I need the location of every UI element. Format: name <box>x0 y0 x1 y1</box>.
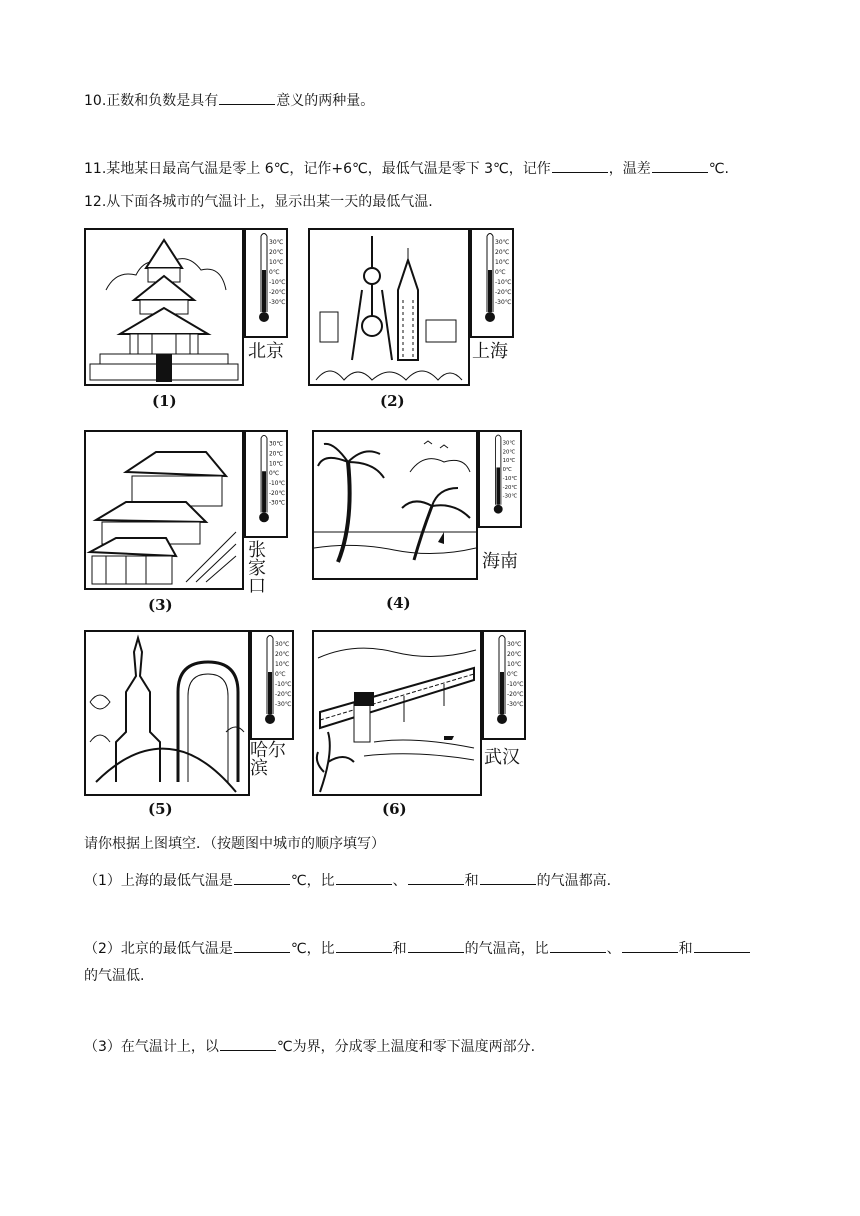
thermometer-tick-label: 10℃ <box>269 259 284 266</box>
city-label: 上海 <box>472 341 508 362</box>
thermometer-tick-label: -20℃ <box>507 691 524 698</box>
thermometer-3 <box>244 430 288 538</box>
thermometer-tick-label: -30℃ <box>275 701 292 708</box>
thermometer-tick-label: -10℃ <box>268 480 286 487</box>
thermometer-tick-label: -10℃ <box>275 681 292 688</box>
thermometer-tick-label: 0℃ <box>268 471 280 478</box>
wuhan-bridge-image <box>312 630 482 796</box>
part2-blank-temperature[interactable] <box>234 938 290 953</box>
thermometer-6 <box>482 630 526 740</box>
panel-caption: (6) <box>382 800 407 818</box>
part2-blank-city-1[interactable] <box>336 938 392 953</box>
city-label: 武汉 <box>484 747 520 768</box>
question-12 <box>84 192 433 212</box>
panel-wuhan <box>312 630 526 820</box>
panel-beijing <box>84 228 290 414</box>
part1-text: 、 <box>392 873 407 889</box>
part-2 <box>84 938 751 959</box>
part1-blank-temperature[interactable] <box>234 870 290 885</box>
q10-blank[interactable] <box>219 90 275 105</box>
part1-text: ℃，比 <box>290 873 335 889</box>
part2-text: 的气温高，比 <box>464 941 549 957</box>
city-label: 海南 <box>482 551 518 572</box>
thermometer-tick-label: 0℃ <box>502 467 513 474</box>
q11-text-2: ，温差 <box>608 161 651 177</box>
thermometer-tick-label: 20℃ <box>502 449 516 456</box>
part1-text: 和 <box>464 873 479 889</box>
panel-zhangjiakou <box>84 430 290 618</box>
thermometer-tick-label: -10℃ <box>502 475 518 482</box>
thermometer-tick-label: -20℃ <box>268 490 286 497</box>
thermometer-tick-label: 30℃ <box>507 641 522 648</box>
thermometer-tick-label: 20℃ <box>495 249 510 256</box>
hainan-palm-trees-image <box>312 430 478 580</box>
part2-text: 的气温低. <box>84 968 145 984</box>
part-2-continued <box>84 966 144 986</box>
thermometer-tick-label: 10℃ <box>507 661 522 668</box>
thermometer-tick-label: 20℃ <box>268 451 284 458</box>
shanghai-skyline-image <box>308 228 470 386</box>
panel-shanghai <box>308 228 516 414</box>
panel-harbin <box>84 630 294 820</box>
thermometer-tick-label: 10℃ <box>268 461 284 468</box>
thermometer-tick-label: -10℃ <box>507 681 524 688</box>
thermometer-5 <box>250 630 294 740</box>
part2-text: 、 <box>606 941 621 957</box>
q11-text-3: ℃. <box>708 161 729 177</box>
thermometer-tick-label: 20℃ <box>269 249 284 256</box>
question-10 <box>84 90 374 111</box>
panel-caption: (2) <box>380 392 405 410</box>
thermometer-tick-label: -30℃ <box>269 299 286 306</box>
thermometer-tick-label: -10℃ <box>495 279 512 286</box>
part-1 <box>84 870 611 891</box>
thermometer-tick-label: -20℃ <box>275 691 292 698</box>
part2-blank-city-3[interactable] <box>550 938 606 953</box>
part3-blank-temperature[interactable] <box>220 1036 276 1051</box>
city-label: 哈尔滨 <box>250 740 286 779</box>
thermometer-tick-label: 10℃ <box>502 458 516 465</box>
thermometer-tick-label: 30℃ <box>502 440 516 447</box>
q10-text-before: 10.正数和负数是具有 <box>84 93 219 109</box>
thermometer-tick-label: -30℃ <box>495 299 512 306</box>
thermometer-4 <box>478 430 522 528</box>
thermometer-2 <box>470 228 514 338</box>
temple-of-heaven-image <box>84 228 244 386</box>
q11-blank-difference[interactable] <box>652 158 708 173</box>
q10-text-after: 意义的两种量。 <box>276 93 375 109</box>
part1-blank-city-1[interactable] <box>336 870 392 885</box>
panel-caption: (5) <box>148 800 173 818</box>
part2-blank-city-4[interactable] <box>622 938 678 953</box>
thermometer-tick-label: -30℃ <box>502 493 518 500</box>
part3-text: ℃为界，分成零上温度和零下温度两部分. <box>276 1039 536 1055</box>
thermometer-tick-label: -20℃ <box>269 289 286 296</box>
question-11 <box>84 158 729 179</box>
part3-text: （3）在气温计上，以 <box>84 1039 219 1055</box>
panel-caption: (3) <box>148 596 173 614</box>
part2-text: 和 <box>678 941 693 957</box>
panel-caption: (1) <box>152 392 177 410</box>
thermometer-tick-label: 0℃ <box>495 269 506 276</box>
thermometer-tick-label: 30℃ <box>269 239 284 246</box>
thermometer-tick-label: 0℃ <box>269 269 280 276</box>
thermometer-tick-label: -20℃ <box>495 289 512 296</box>
thermometer-tick-label: 30℃ <box>495 239 510 246</box>
q11-text-1: 11.某地某日最高气温是零上 6℃，记作+6℃，最低气温是零下 3℃，记作 <box>84 161 551 177</box>
part1-blank-city-3[interactable] <box>480 870 536 885</box>
city-label: 张家口 <box>248 540 266 597</box>
part1-text: 的气温都高. <box>536 873 612 889</box>
thermometer-tick-label: 10℃ <box>495 259 510 266</box>
part2-text: 和 <box>392 941 407 957</box>
thermometer-tick-label: 20℃ <box>275 651 290 658</box>
fill-instruction: 请你根据上图填空．（按题图中城市的顺序填写） <box>84 836 385 852</box>
part1-text: （1）上海的最低气温是 <box>84 873 233 889</box>
harbin-ice-sculpture-image <box>84 630 250 796</box>
part2-blank-city-5[interactable] <box>694 938 750 953</box>
thermometer-tick-label: -20℃ <box>502 484 518 491</box>
thermometer-tick-label: 20℃ <box>507 651 522 658</box>
thermometer-tick-label: 30℃ <box>275 641 290 648</box>
part2-text: （2）北京的最低气温是 <box>84 941 233 957</box>
thermometer-tick-label: 30℃ <box>268 441 284 448</box>
part-3 <box>84 1036 535 1057</box>
part2-text: ℃，比 <box>290 941 335 957</box>
city-label: 北京 <box>248 341 284 362</box>
q11-blank-record[interactable] <box>552 158 608 173</box>
panel-hainan <box>312 430 522 618</box>
thermometer-tick-label: -30℃ <box>507 701 524 708</box>
part1-blank-city-2[interactable] <box>408 870 464 885</box>
panel-caption: (4) <box>386 594 411 612</box>
thermometer-tick-label: 10℃ <box>275 661 290 668</box>
thermometer-tick-label: -10℃ <box>269 279 286 286</box>
thermometer-tick-label: 0℃ <box>275 671 286 678</box>
zhangjiakou-buildings-image <box>84 430 244 590</box>
thermometer-tick-label: -30℃ <box>268 500 286 507</box>
part2-blank-city-2[interactable] <box>408 938 464 953</box>
thermometer-tick-label: 0℃ <box>507 671 518 678</box>
q12-text: 12.从下面各城市的气温计上，显示出某一天的最低气温. <box>84 194 433 210</box>
thermometer-1 <box>244 228 288 338</box>
